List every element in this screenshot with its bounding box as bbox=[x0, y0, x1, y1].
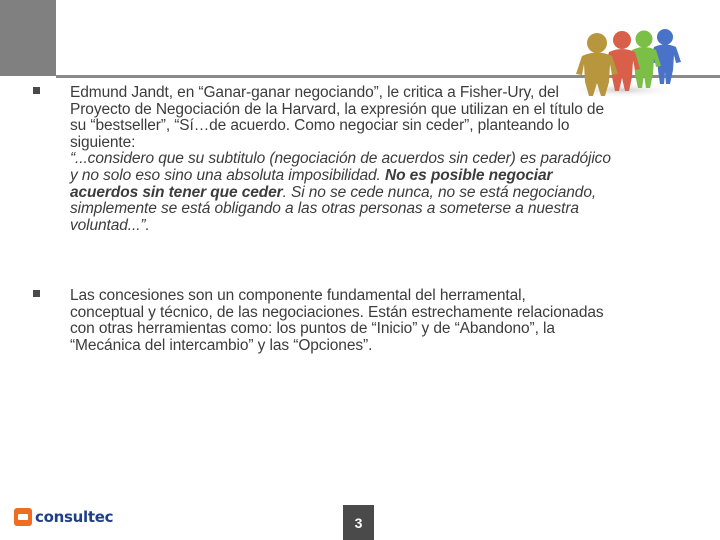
quote-text: . Si no se cede nunca, no se está negociando, bbox=[282, 183, 597, 201]
quote-line: simplemente se está obligando a las otras personas a someterse a nuestra bbox=[70, 200, 579, 218]
page-number: 3 bbox=[343, 505, 374, 540]
consultec-logo bbox=[14, 507, 113, 527]
quote-text: y no solo eso sino una absoluta imposibilidad. bbox=[70, 166, 385, 184]
paragraph-2-line: “Mecánica del intercambio” y las “Opciones”. bbox=[70, 336, 373, 354]
logo-mark-icon bbox=[14, 508, 32, 526]
quote-line: voluntad...”. bbox=[70, 216, 150, 234]
quote-line bbox=[70, 185, 710, 202]
quote-line: “...considero que su subtitulo (negociación de acuerdos sin ceder) es paradójico bbox=[70, 150, 611, 168]
paragraph-2-line: conceptual y técnico, de las negociaciones. Están estrechamente relacionadas bbox=[70, 303, 604, 321]
quote-line bbox=[70, 168, 710, 185]
bullet-icon bbox=[32, 289, 42, 299]
paragraph-2 bbox=[70, 288, 710, 354]
paragraph-1-line: siguiente: bbox=[70, 133, 136, 151]
paragraph-2-line: con otras herramientas como: los puntos de “Inicio” y de “Abandono”, la bbox=[70, 320, 555, 338]
quote-emphasis: No es posible negociar bbox=[384, 166, 553, 184]
bullet-icon bbox=[32, 86, 42, 96]
paragraph-1-line: Edmund Jandt, en “Ganar-ganar negociando”, le critica a Fisher-Ury, del bbox=[70, 84, 559, 101]
paragraph-1-line: Proyecto de Negociación de la Harvard, la expresión que utilizan en el título de bbox=[70, 100, 604, 118]
paragraph-2-line: Las concesiones son un componente fundamental del herramental, bbox=[70, 287, 526, 304]
logo-text: consultec bbox=[35, 508, 114, 526]
paragraph-1 bbox=[70, 85, 710, 234]
quote-emphasis: acuerdos sin tener que ceder bbox=[70, 183, 283, 201]
paragraph-1-line: su “bestseller”, “Sí…de acuerdo. Como negociar sin ceder”, planteando lo bbox=[70, 117, 570, 135]
